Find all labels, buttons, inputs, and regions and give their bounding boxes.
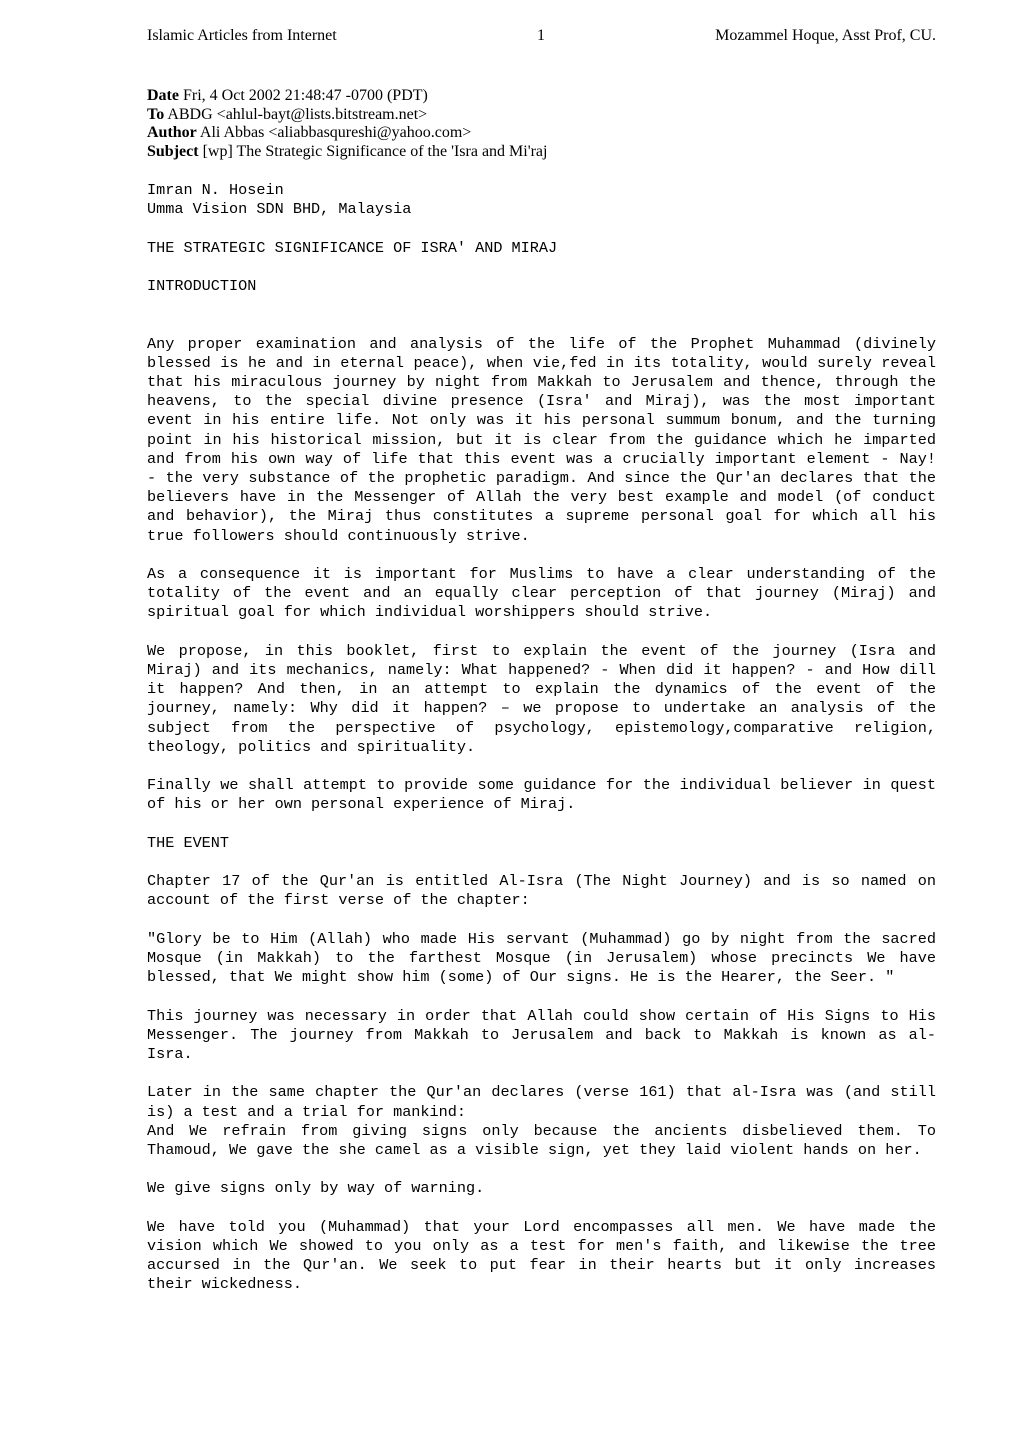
subject-label: Subject [147,142,199,160]
paragraph-6: This journey was necessary in order that Allah could show certain of His Signs to His Messenger. The journey from Makkah to Jerusalem and back to Makkah is known as al-Isra. [147,1006,936,1063]
paragraph-2: As a consequence it is important for Muslims to have a clear understanding of the totality of the event and an equally clear perception of that journey (Miraj) and spiritual goal for which individual worshippers should strive. [147,565,936,622]
date-label: Date [147,87,179,104]
subject-value: [wp] The Strategic Significance of the 'Isra and Mi'raj [202,142,548,160]
paragraph-9: We give signs only by way of warning. [147,1179,485,1198]
article-title: THE STRATEGIC SIGNIFICANCE OF ISRA' AND MIRAJ [147,238,558,257]
email-to-line [147,106,936,125]
email-date-line [147,87,936,106]
paragraph-4: Finally we shall attempt to provide some guidance for the individual believer in quest of his or her own personal experience of Miraj. [147,776,936,814]
quran-quote: "Glory be to Him (Allah) who made His servant (Muhammad) go by night from the sacred Mosque (in Makkah) to the farthest Mosque (in Jerusalem) whose precincts We have blessed, that We might show him (some) of Our signs. He is the Hearer, the Seer. " [147,929,936,987]
email-subject-line [147,143,936,162]
article-organization: Umma Vision SDN BHD, Malaysia [147,200,412,219]
to-value: ABDG <ahlul-bayt@lists.bitstream.net> [167,105,428,123]
paragraph-7: Later in the same chapter the Qur'an declares (verse 161) that al-Isra was (and still is) a test and a trial for mankind: [147,1083,936,1121]
paragraph-8: And We refrain from giving signs only because the ancients disbelieved them. To Thamoud, We gave the she camel as a visible sign, yet they laid violent hands on her. [147,1121,936,1159]
event-heading: THE EVENT [147,833,230,852]
introduction-heading: INTRODUCTION [147,276,257,295]
author-label: Author [147,124,197,141]
paragraph-5: Chapter 17 of the Qur'an is entitled Al-Isra (The Night Journey) and is so named on account of the first verse of the chapter: [147,872,936,910]
author-value: Ali Abbas <aliabbasqureshi@yahoo.com> [199,124,472,141]
header-right-author: Mozammel Hoque, Asst Prof, CU. [715,27,936,44]
header-left-title: Islamic Articles from Internet [147,27,337,44]
date-value: Fri, 4 Oct 2002 21:48:47 -0700 (PDT) [182,87,428,104]
email-metadata [147,87,936,161]
page-number: 1 [537,27,545,44]
email-author-line [147,124,936,143]
page-header [147,26,936,48]
paragraph-10: We have told you (Muhammad) that your Lord encompasses all men. We have made the vision which We showed to you only as a test for men's faith, and likewise the tree accursed in the Qur'an. We seek to put fear in their hearts but it only increases their wickedness. [147,1217,936,1294]
paragraph-3: We propose, in this booklet, first to explain the event of the journey (Isra and Miraj) and its mechanics, namely: What happened? - When did it happen? - and How dill it happen? And then, in an attempt to explain the dynamics of the event of the journey, namely: Why did it happen? – we propose to undertake an analysis of the subject from the perspective of psychology, epistemology,comparative religion, theology, politics and spirituality. [147,641,936,756]
to-label: To [147,105,165,123]
article-author-name: Imran N. Hosein [147,181,284,199]
paragraph-1: Any proper examination and analysis of the life of the Prophet Muhammad (divinely blessed is he and in eternal peace), when vie,fed in its totality, would surely reveal that his miraculous journey by night from Makkah to Jerusalem and thence, through the heavens, to the special divine presence (Isra' and Miraj), was the most important event in his entire life. Not only was it his personal summum bonum, and the turning point in his historical mission, but it is clear from the guidance which he imparted and from his own way of life that this event was a crucially important element - Nay! - the very substance of the prophetic paradigm. And since the Qur'an declares that the believers have in the Messenger of Allah the very best example and model (of conduct and behavior), the Miraj thus constitutes a supreme personal goal for which all his true followers should continuously strive. [147,334,936,545]
article-body [147,181,936,1314]
